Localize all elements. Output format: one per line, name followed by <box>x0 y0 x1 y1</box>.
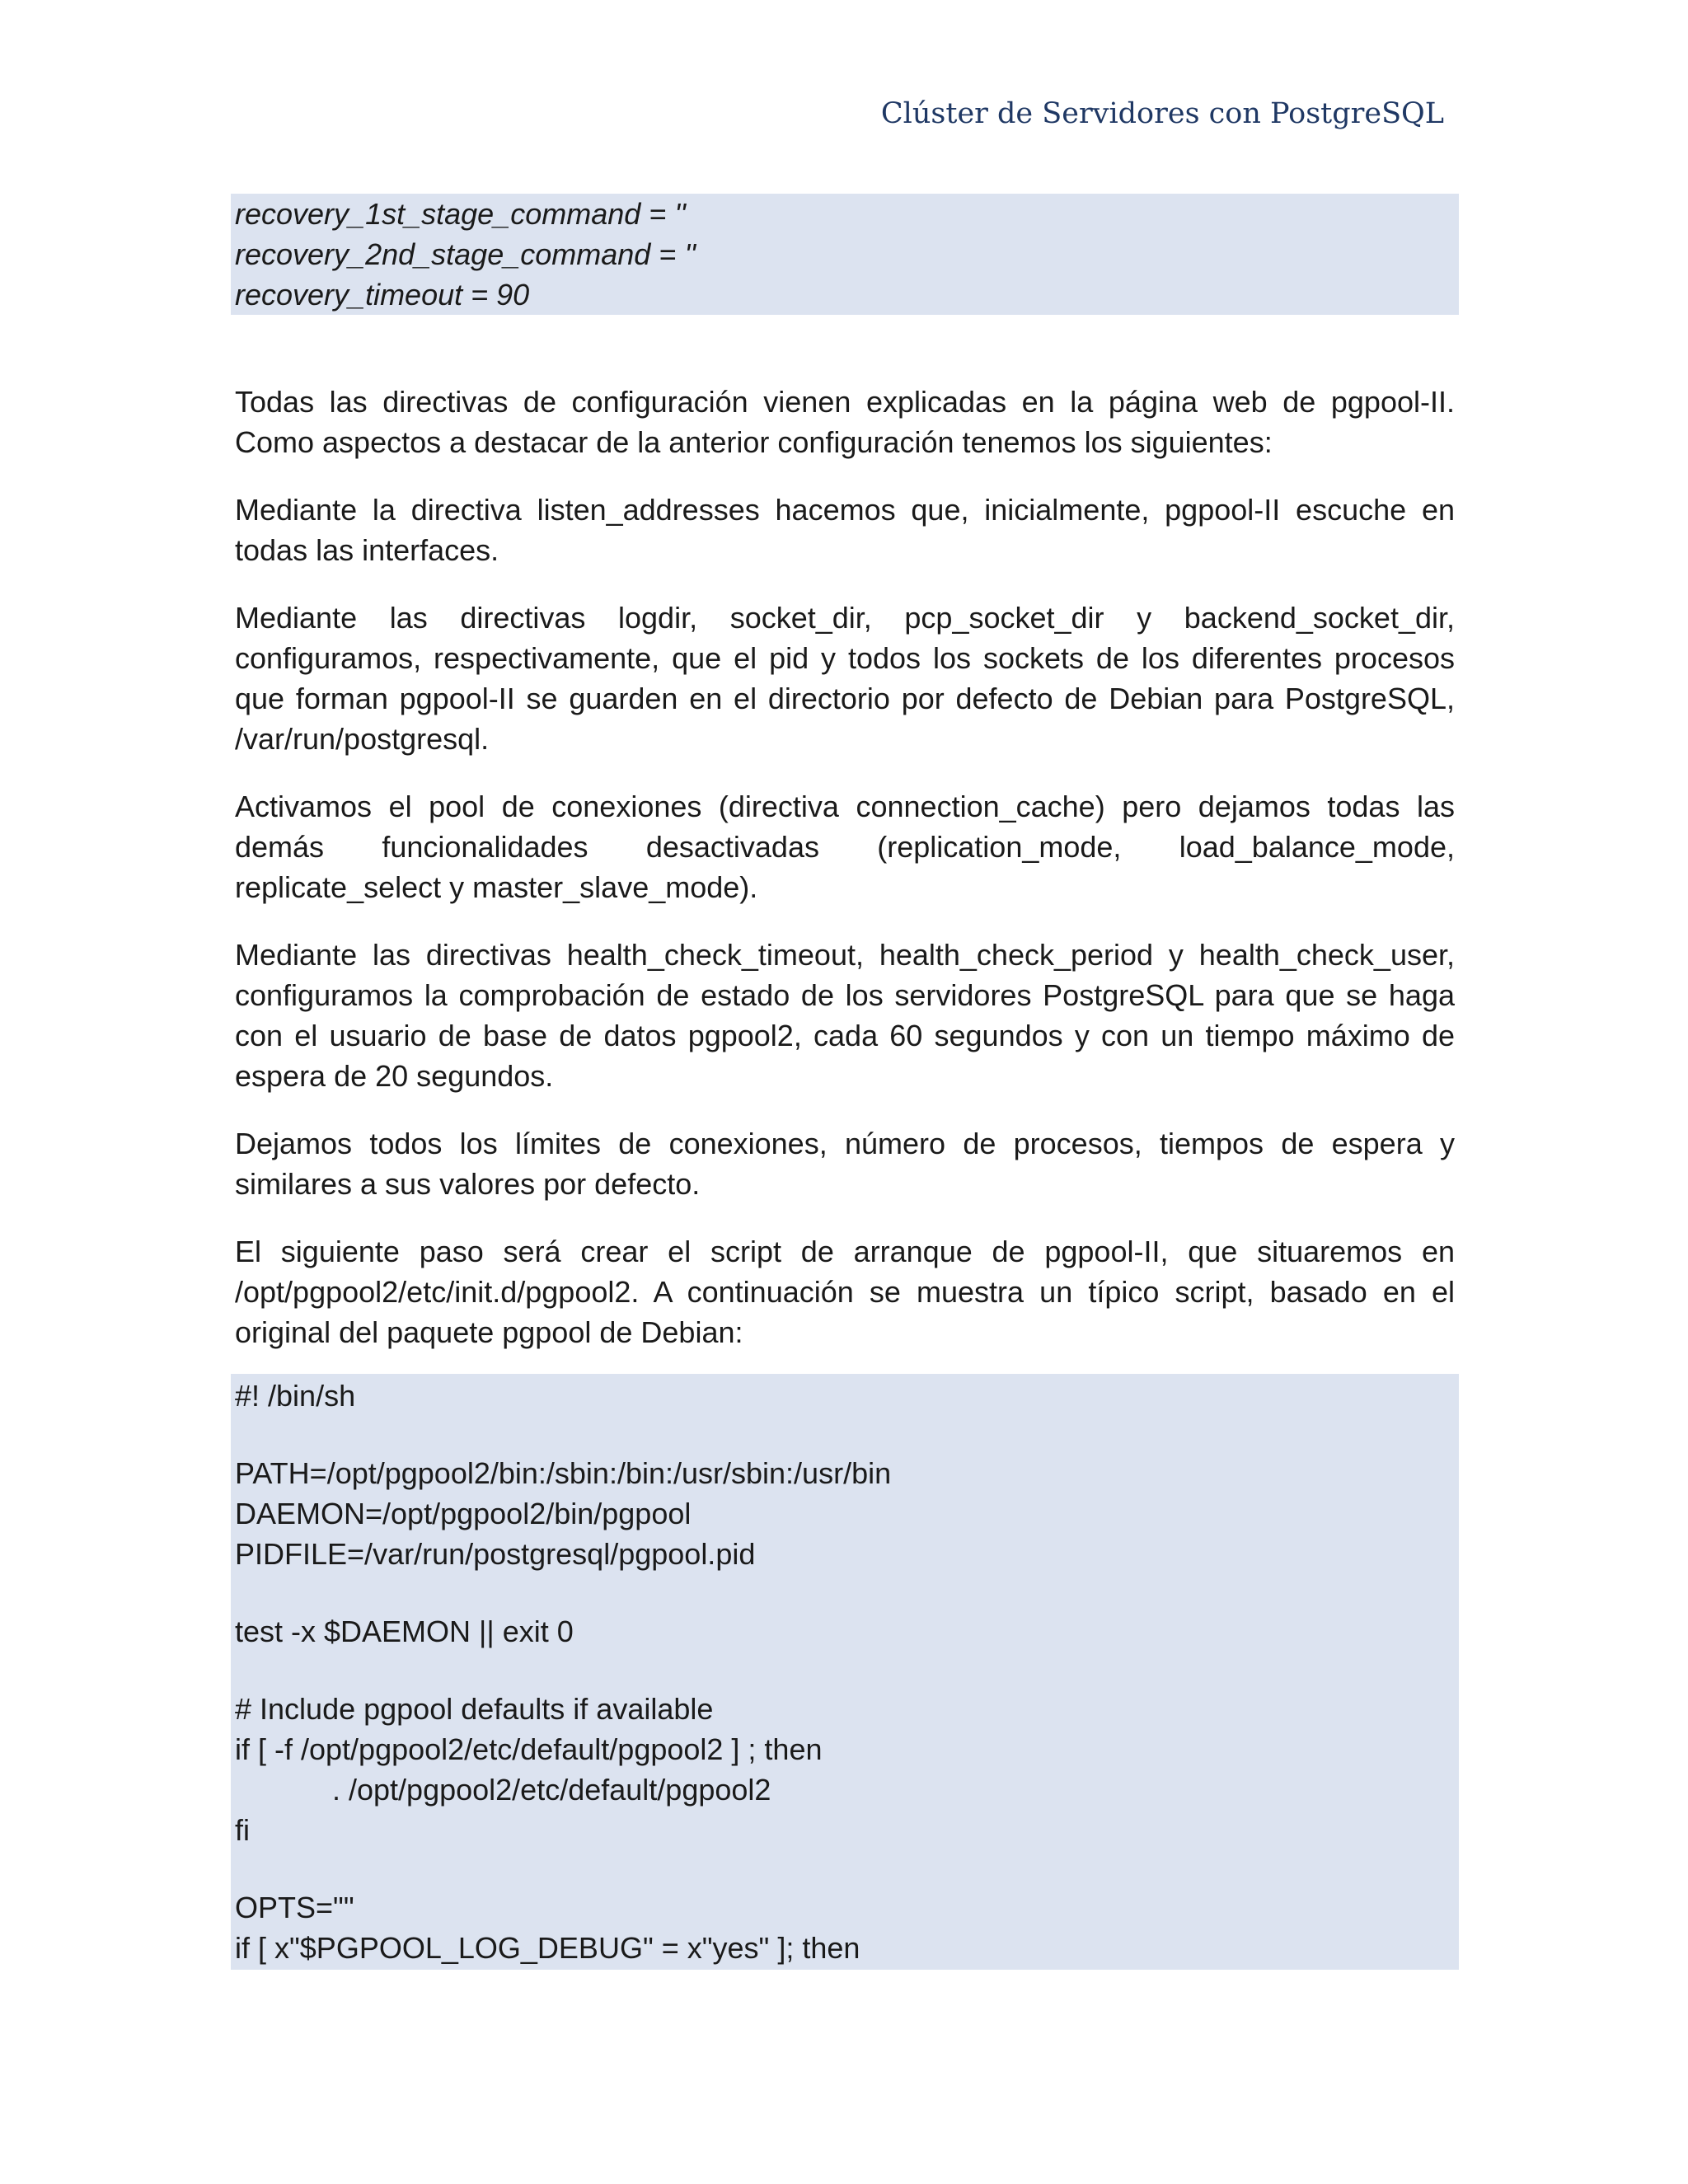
config-line: recovery_2nd_stage_command = '' <box>235 237 696 271</box>
body-text <box>235 382 1455 1380</box>
code-line-if-defaults: if [ -f /opt/pgpool2/etc/default/pgpool2 ] ; then <box>235 1732 823 1766</box>
paragraph: Mediante las directivas health_check_timeout, health_check_period y health_check_user, configuramos la comprobación de estado de los servidores PostgreSQL para que se haga con el usuario de base de datos pgpool2, cada 60 segundos y con un tiempo máximo de espera de 20 segundos. <box>235 938 1455 1093</box>
blank-line <box>235 1574 1459 1611</box>
script-code-block <box>231 1374 1459 1970</box>
config-line: recovery_1st_stage_command = '' <box>235 197 687 231</box>
running-header: Clúster de Servidores con PostgreSQL <box>880 97 1444 130</box>
config-line: recovery_timeout = 90 <box>235 278 530 312</box>
blank-line <box>235 1416 1459 1453</box>
paragraph: Dejamos todos los límites de conexiones, número de procesos, tiempos de espera y similares a sus valores por defecto. <box>235 1127 1455 1201</box>
paragraph: Mediante la directiva listen_addresses hacemos que, inicialmente, pgpool-II escuche en todas las interfaces. <box>235 493 1455 567</box>
code-line-test: test -x $DAEMON || exit 0 <box>235 1615 574 1648</box>
blank-line <box>235 1652 1459 1689</box>
paragraph: Todas las directivas de configuración vienen explicadas en la página web de pgpool-II. Como aspectos a destacar de la anterior configuración tenemos los siguientes: <box>235 385 1455 459</box>
code-line-fi: fi <box>235 1813 250 1847</box>
config-code-block <box>231 194 1459 315</box>
code-line-comment: # Include pgpool defaults if available <box>235 1692 714 1726</box>
code-line-if-debug: if [ x"$PGPOOL_LOG_DEBUG" = x"yes" ]; then <box>235 1931 860 1965</box>
code-line-shebang: #! /bin/sh <box>235 1379 356 1413</box>
code-line-opts: OPTS="" <box>235 1891 354 1924</box>
code-line-source-defaults: . /opt/pgpool2/etc/default/pgpool2 <box>332 1773 771 1807</box>
blank-line <box>235 1850 1459 1887</box>
paragraph: Activamos el pool de conexiones (directiva connection_cache) pero dejamos todas las demás funcionalidades desactivadas (replication_mode, load_balance_mode, replicate_select y master_slave_mode). <box>235 790 1455 904</box>
paragraph: Mediante las directivas logdir, socket_dir, pcp_socket_dir y backend_socket_dir, configuramos, respectivamente, que el pid y todos los sockets de los diferentes procesos que forman pgpool-II se guarden en el directorio por defecto de Debian para PostgreSQL, /var/run/postgresql. <box>235 601 1455 756</box>
code-line-path: PATH=/opt/pgpool2/bin:/sbin:/bin:/usr/sbin:/usr/bin <box>235 1456 892 1490</box>
paragraph: El siguiente paso será crear el script de arranque de pgpool-II, que situaremos en /opt/pgpool2/etc/init.d/pgpool2. A continuación se muestra un típico script, basado en el original del paquete pgpool de Debian: <box>235 1235 1455 1349</box>
code-line-daemon: DAEMON=/opt/pgpool2/bin/pgpool <box>235 1497 692 1530</box>
code-line-pidfile: PIDFILE=/var/run/postgresql/pgpool.pid <box>235 1537 756 1571</box>
